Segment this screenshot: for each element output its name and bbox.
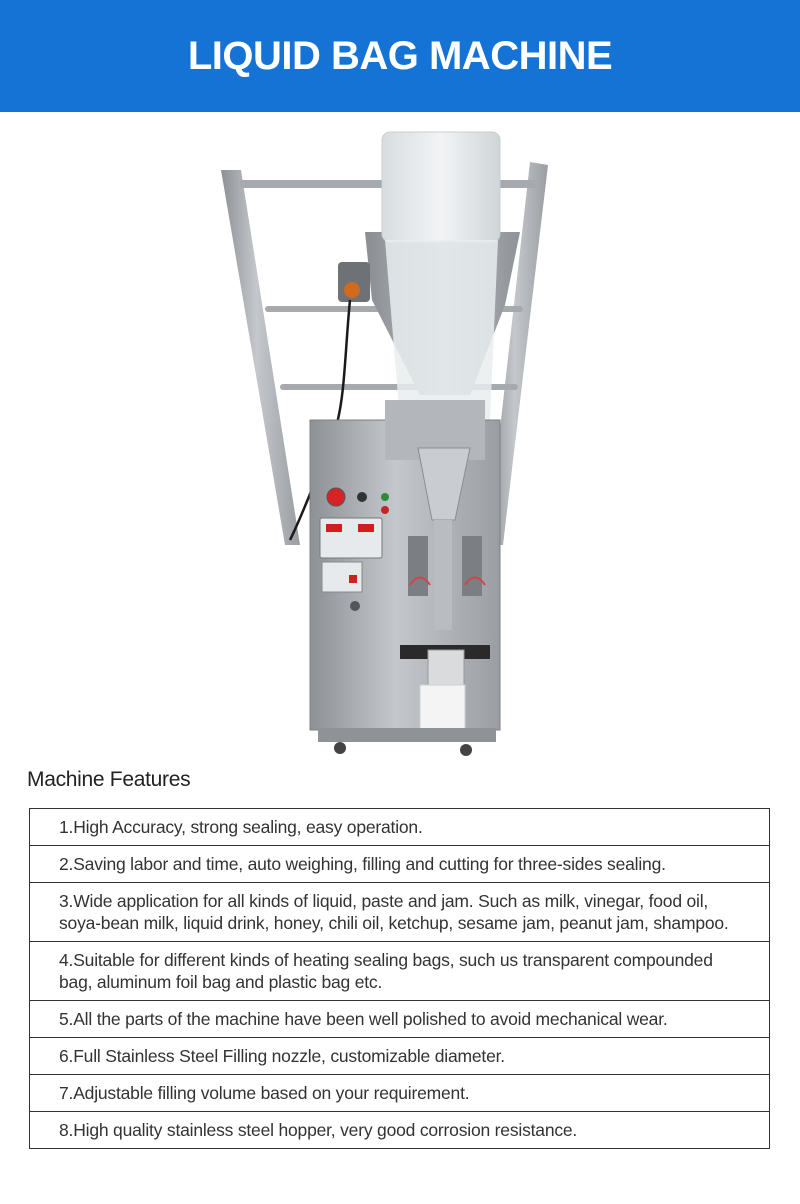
feature-row [30, 846, 770, 883]
feature-item: 3.Wide application for all kinds of liquid, paste and jam. Such as milk, vinegar, food oil, soya-bean milk, liquid drink, honey, chili oil, ketchup, sesame jam, peanut jam, shampoo. [30, 883, 770, 942]
switch-icon [357, 492, 367, 502]
feature-row [30, 1038, 770, 1075]
temp-display [358, 524, 374, 532]
film-sheet [385, 240, 498, 420]
indicator-green-icon [381, 493, 389, 501]
feature-item: 2.Saving labor and time, auto weighing, filling and cutting for three-sides sealing. [30, 846, 770, 883]
power-switch-icon [349, 575, 357, 583]
features-title: Machine Features [27, 768, 191, 791]
product-photo [0, 112, 800, 760]
filling-nozzle [434, 520, 452, 630]
wheel-icon [334, 742, 346, 754]
indicator-red-icon [381, 506, 389, 514]
cutter [428, 650, 464, 690]
sealing-jaw-right [462, 536, 482, 596]
film-roll [382, 132, 500, 242]
wheel-icon [460, 744, 472, 756]
motor-knob-icon [344, 282, 360, 298]
header-banner [0, 0, 800, 112]
feature-item: 5.All the parts of the machine have been well polished to avoid mechanical wear. [30, 1001, 770, 1038]
features-table [29, 808, 770, 1149]
feature-item: 1.High Accuracy, strong sealing, easy operation. [30, 809, 770, 846]
frame-left-upright [221, 170, 300, 545]
machine-illustration [0, 112, 800, 760]
feature-item: 7.Adjustable filling volume based on your requirement. [30, 1075, 770, 1112]
page-title: LIQUID BAG MACHINE [187, 33, 613, 78]
feature-row [30, 809, 770, 846]
feature-row [30, 1001, 770, 1038]
sealing-jaw-left [408, 536, 428, 596]
machine-base [318, 728, 496, 742]
adjust-knob-icon [350, 601, 360, 611]
feature-item: 6.Full Stainless Steel Filling nozzle, customizable diameter. [30, 1038, 770, 1075]
feature-item: 4.Suitable for different kinds of heating sealing bags, such us transparent compounded bag, aluminum foil bag and plastic bag etc. [30, 942, 770, 1001]
temp-display [326, 524, 342, 532]
feature-row [30, 942, 770, 1001]
feature-row [30, 1075, 770, 1112]
feature-row [30, 883, 770, 942]
emergency-stop-icon [327, 488, 345, 506]
feature-item: 8.High quality stainless steel hopper, very good corrosion resistance. [30, 1112, 770, 1149]
feature-row [30, 1112, 770, 1149]
